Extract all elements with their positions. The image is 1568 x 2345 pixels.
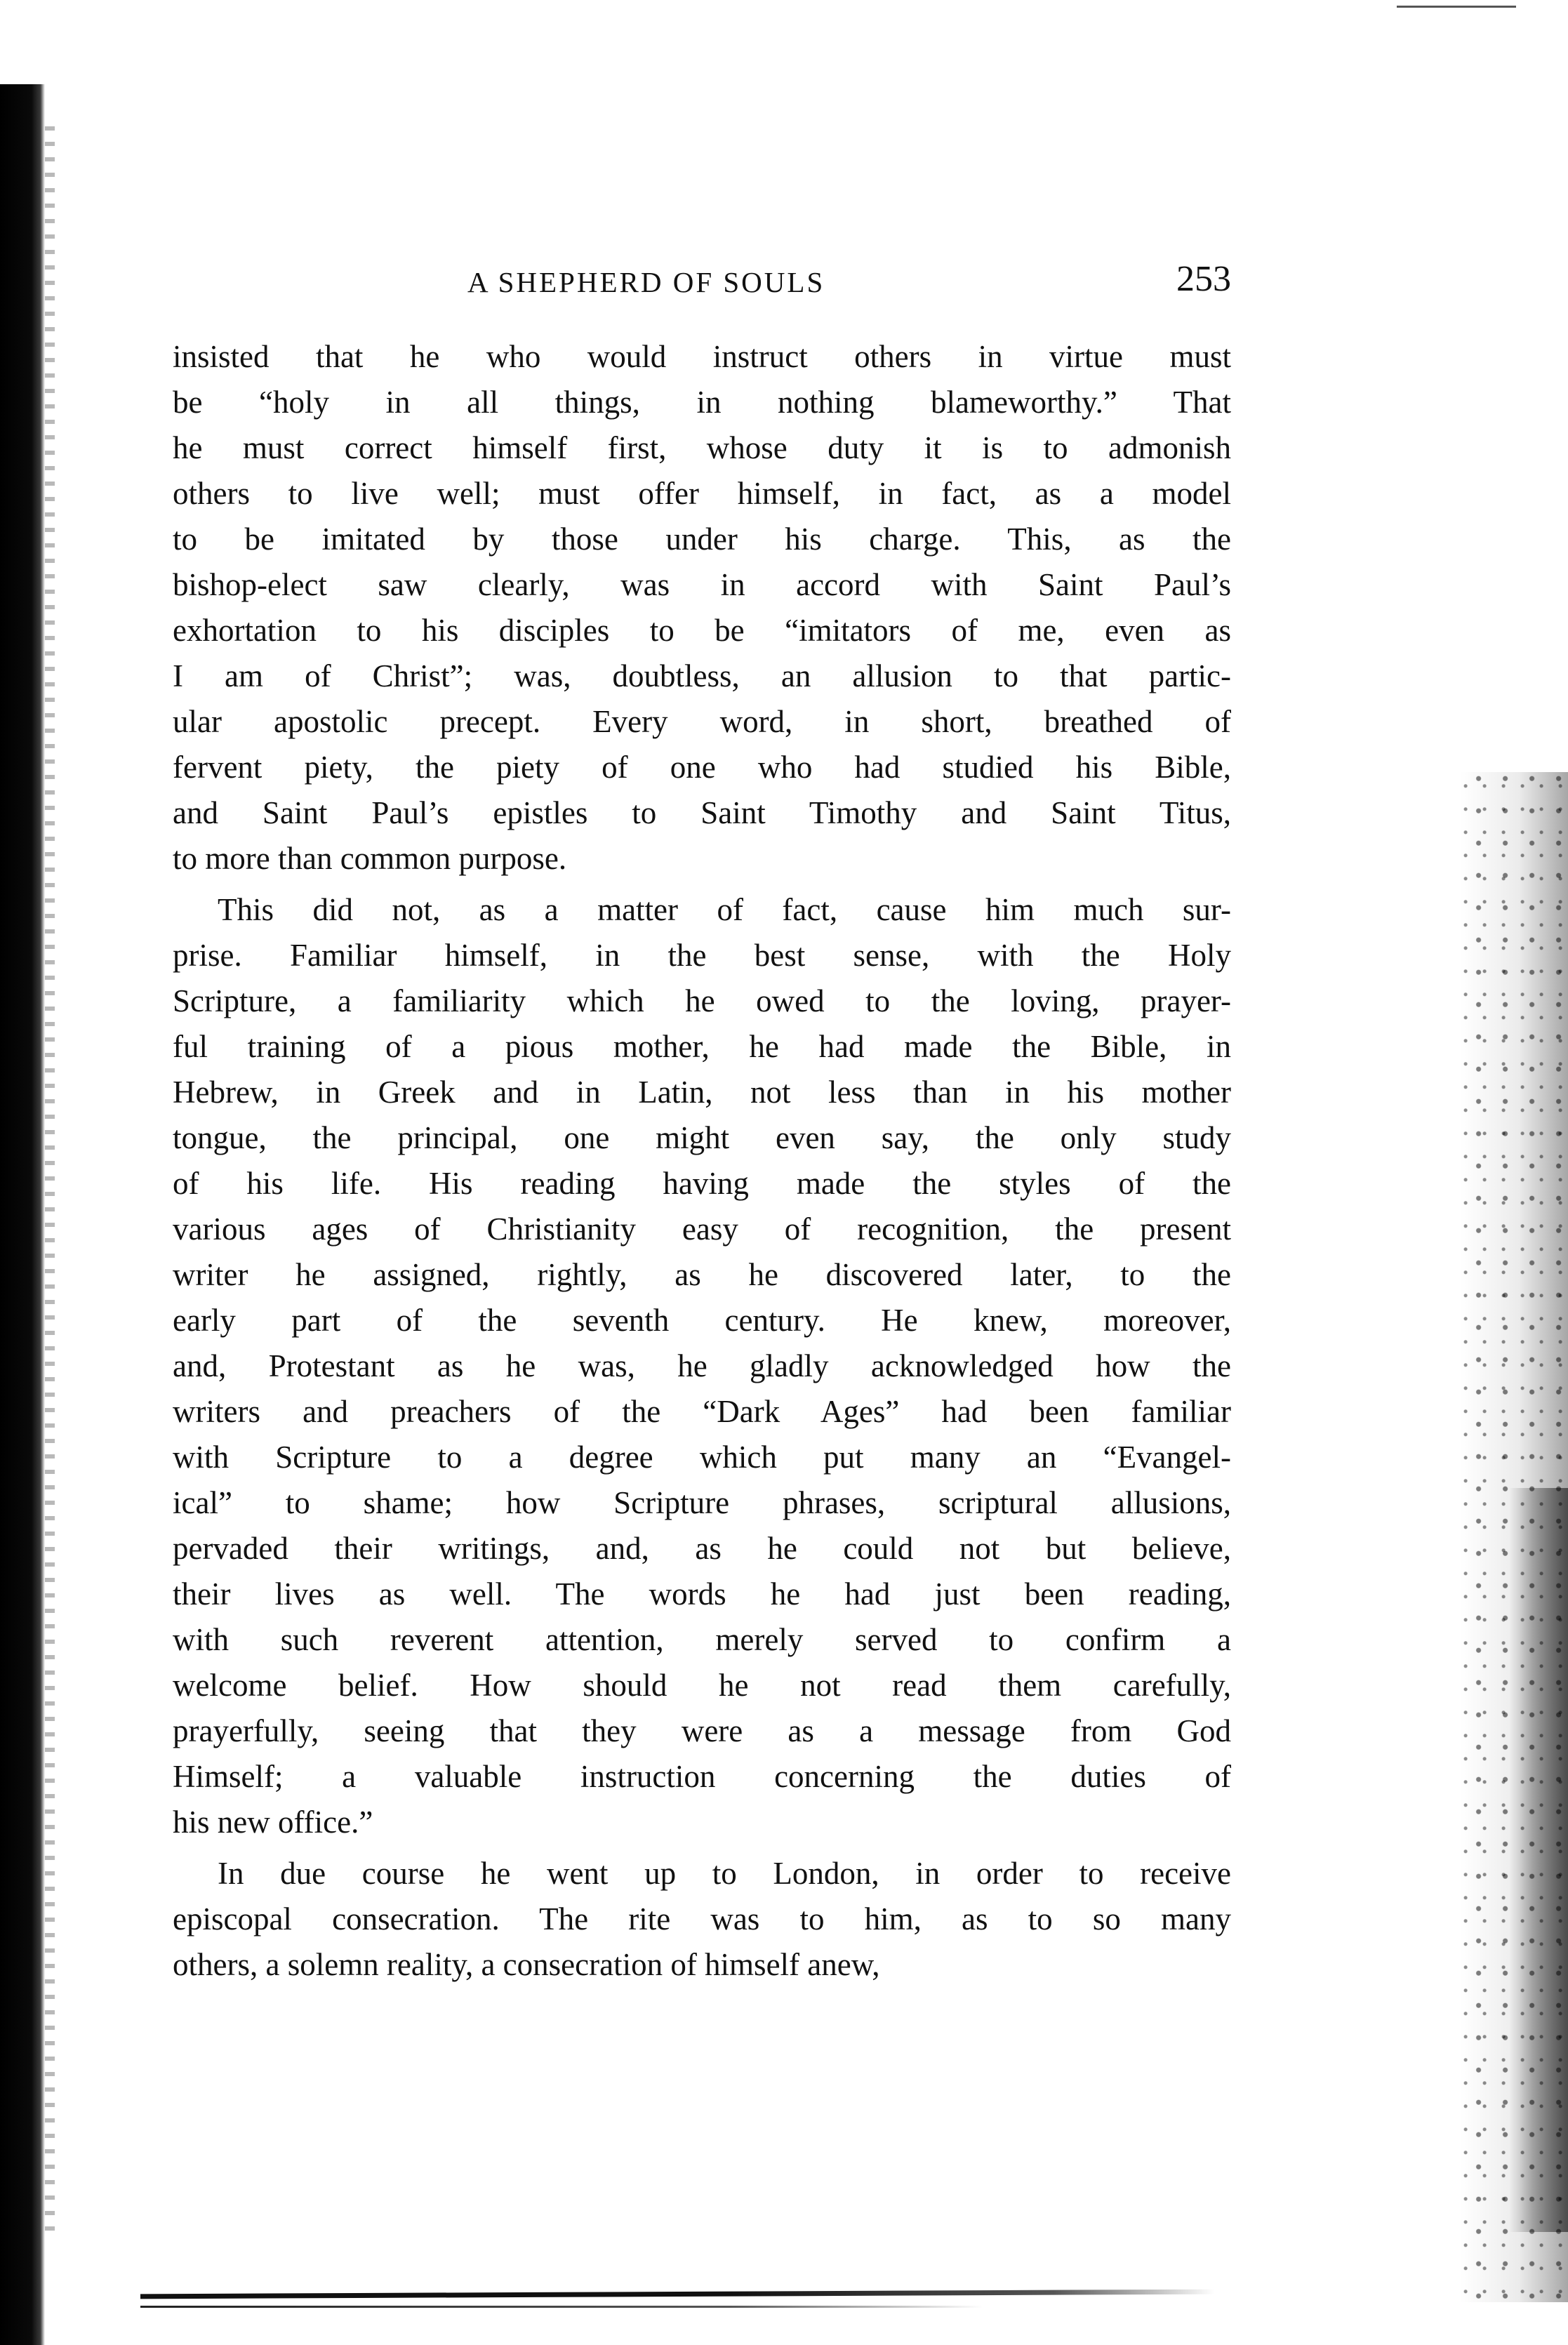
text-line: his new office.” [173,1805,373,1840]
text-line: ical” to shame; how Scripture phrases, scriptural allusions, [173,1485,1231,1520]
page-number: 253 [1176,259,1231,299]
text-line: ular apostolic precept. Every word, in short, breathed of [173,704,1231,739]
text-line: This did not, as a matter of fact, cause him much sur- [218,892,1231,927]
text-line: I am of Christ”; was, doubtless, an allusion to that partic- [173,658,1231,693]
text-line: to more than common purpose. [173,841,567,876]
scan-bottom-edge [140,2290,1214,2299]
text-line: insisted that he who would instruct others in virtue must [173,339,1231,374]
page-header [173,258,1231,307]
running-head: A SHEPHERD OF SOULS [467,266,825,298]
text-line: welcome belief. How should he not read them carefully, [173,1668,1231,1703]
scan-gutter-right-shadow [1509,1488,1568,2232]
text-line: of his life. His reading having made the styles of the [173,1166,1231,1201]
scan-top-mark [1397,6,1516,8]
paragraph-gap [173,882,1231,887]
text-line: pervaded their writings, and, as he could not but believe, [173,1531,1231,1566]
text-line: be “holy in all things, in nothing blameworthy.” That [173,385,1231,420]
scan-gutter-left-speckle [45,126,55,2232]
text-line: ful training of a pious mother, he had made the Bible, in [173,1029,1231,1064]
text-line: In due course he went up to London, in order to receive [218,1856,1231,1891]
text-line: writers and preachers of the “Dark Ages” had been familiar [173,1394,1231,1429]
text-line: with Scripture to a degree which put many an “Evangel- [173,1440,1231,1475]
text-line: fervent piety, the piety of one who had studied his Bible, [173,750,1231,785]
text-line: writer he assigned, rightly, as he discovered later, to the [173,1257,1231,1292]
text-line: episcopal consecration. The rite was to him, as to so many [173,1901,1231,1937]
text-line: prayerfully, seeing that they were as a message from God [173,1713,1231,1748]
text-line: various ages of Christianity easy of recognition, the present [173,1211,1231,1247]
scan-gutter-left [0,84,45,2345]
text-line: to be imitated by those under his charge. This, as the [173,522,1231,557]
text-line: early part of the seventh century. He knew, moreover, [173,1303,1231,1338]
text-line: exhortation to his disciples to be “imitators of me, even as [173,613,1231,648]
text-line: tongue, the principal, one might even say, the only study [173,1120,1231,1155]
text-line: and Saint Paul’s epistles to Saint Timothy and Saint Titus, [173,795,1231,830]
text-line: their lives as well. The words he had just been reading, [173,1576,1231,1612]
paragraph [173,334,1231,882]
text-line: others, a solemn reality, a consecration of himself anew, [173,1947,880,1982]
text-line: Hebrew, in Greek and in Latin, not less than in his mother [173,1075,1231,1110]
text-line: prise. Familiar himself, in the best sense, with the Holy [173,938,1231,973]
paragraph [173,1851,1231,1988]
text-line: others to live well; must offer himself, in fact, as a model [173,476,1231,511]
text-line: Scripture, a familiarity which he owed to the loving, prayer- [173,983,1231,1018]
text-line: he must correct himself first, whose duty it is to admonish [173,430,1231,465]
text-line: with such reverent attention, merely served to confirm a [173,1622,1231,1657]
paragraph-gap [173,1845,1231,1851]
body-text [173,334,1231,1988]
paragraph [173,887,1231,1845]
text-line: bishop-elect saw clearly, was in accord with Saint Paul’s [173,567,1231,602]
scan-bottom-edge-thin [140,2306,983,2308]
text-line: and, Protestant as he was, he gladly acknowledged how the [173,1348,1231,1383]
text-line: Himself; a valuable instruction concerning the duties of [173,1759,1231,1794]
